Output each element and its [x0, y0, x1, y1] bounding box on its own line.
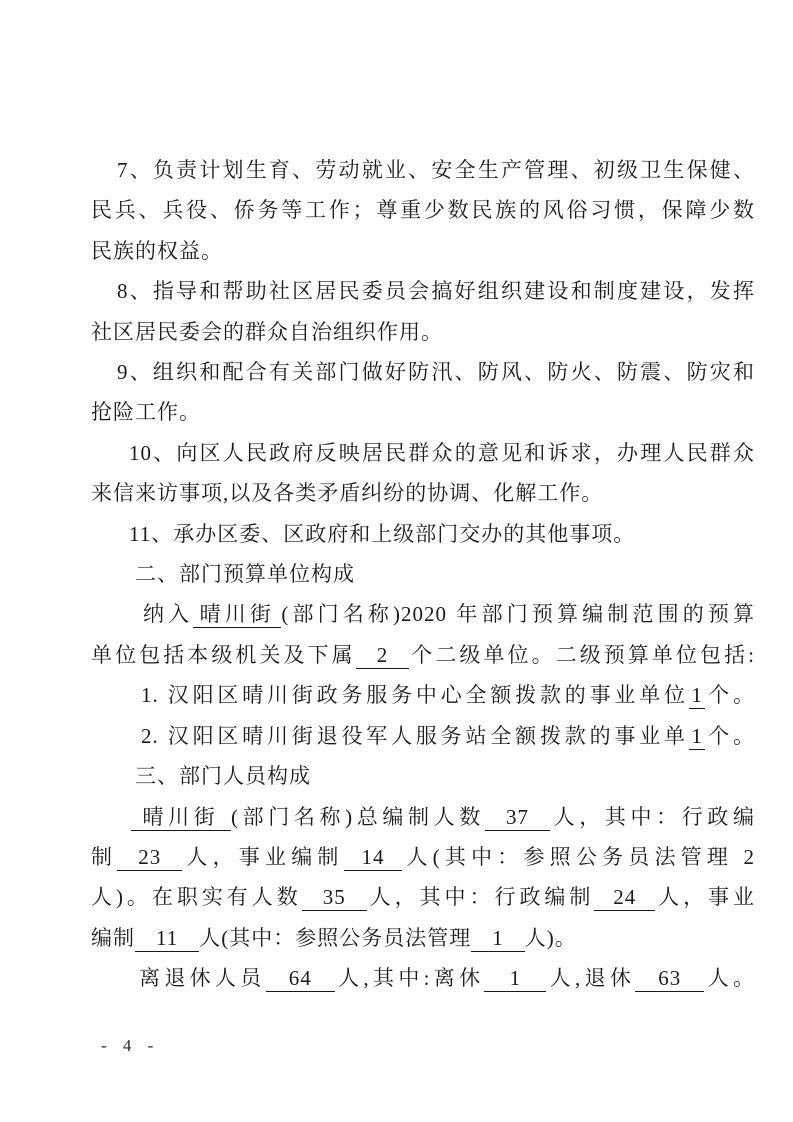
- fill-in-blank: 1: [689, 683, 706, 709]
- text-segment: (部门名称)总编制人数: [231, 804, 485, 829]
- text-line: [91, 594, 755, 634]
- text-segment: (部门名称)2020 年部门预算编制范围的预算: [281, 602, 756, 627]
- text-line: [91, 756, 755, 796]
- text-segment: 个。: [705, 683, 756, 708]
- text-segment: 纳入: [143, 602, 194, 627]
- fill-in-blank: 晴川街: [193, 602, 281, 628]
- fill-in-blank: 1: [471, 926, 525, 952]
- text-segment: 人)。: [524, 925, 577, 950]
- text-segment: 抢险工作。: [91, 400, 201, 425]
- text-segment: 编制: [91, 925, 135, 950]
- document-body: [91, 150, 755, 999]
- fill-in-blank: 64: [266, 966, 335, 992]
- text-segment: 人，事业编制: [182, 844, 344, 869]
- text-segment: 人,退休: [546, 966, 636, 991]
- text-segment: 个。: [705, 723, 756, 748]
- text-line: [91, 312, 755, 352]
- fill-in-blank: 35: [302, 885, 367, 911]
- text-segment: 三、部门人员构成: [135, 764, 311, 789]
- text-line: [91, 190, 755, 230]
- text-line: [91, 918, 755, 958]
- text-segment: 民族的权益。: [91, 238, 223, 263]
- text-line: [91, 554, 755, 594]
- text-segment: 9、组织和配合有关部门做好防汛、防风、防火、防震、防灾和: [117, 360, 755, 385]
- text-segment: 11、承办区委、区政府和上级部门交办的其他事项。: [129, 521, 636, 546]
- text-segment: 个二级单位。二级预算单位包括:: [409, 642, 755, 667]
- text-line: [91, 392, 755, 432]
- text-line: [91, 877, 755, 917]
- text-line: [91, 958, 755, 998]
- fill-in-blank: 1: [689, 724, 706, 750]
- text-line: [91, 514, 755, 554]
- fill-in-blank: 2: [356, 643, 410, 669]
- text-line: [91, 231, 755, 271]
- text-segment: 人(其中：参照公务员法管理 2: [402, 844, 755, 869]
- text-line: [91, 352, 755, 392]
- fill-in-blank: 14: [344, 845, 403, 871]
- fill-in-blank: 晴川街: [131, 805, 231, 831]
- fill-in-blank: 37: [485, 805, 550, 831]
- fill-in-blank: 1: [484, 966, 546, 992]
- text-segment: 10、向区人民政府反映居民群众的意见和诉求，办理人民群众: [129, 440, 755, 465]
- text-segment: 人，事业: [655, 885, 756, 910]
- text-segment: 2. 汉阳区晴川街退役军人服务站全额拨款的事业单: [141, 723, 689, 748]
- text-segment: 1. 汉阳区晴川街政务服务中心全额拨款的事业单位: [141, 683, 689, 708]
- text-line: [91, 433, 755, 473]
- text-line: [91, 837, 755, 877]
- text-segment: 人，其中：行政编制: [366, 885, 595, 910]
- text-line: [91, 675, 755, 715]
- text-segment: 民兵、兵役、侨务等工作；尊重少数民族的风俗习惯，保障少数: [91, 198, 755, 223]
- text-segment: 7、负责计划生育、劳动就业、安全生产管理、初级卫生保健、: [117, 158, 755, 182]
- fill-in-blank: 63: [635, 966, 704, 992]
- text-segment: 人(其中：参照公务员法管理: [199, 925, 472, 950]
- text-segment: 制: [91, 844, 118, 869]
- fill-in-blank: 11: [135, 926, 199, 952]
- text-line: [91, 271, 755, 311]
- text-segment: 单位包括本级机关及下属: [91, 642, 356, 667]
- text-segment: 来信来访事项,以及各类矛盾纠纷的协调、化解工作。: [91, 481, 604, 506]
- text-line: [91, 797, 755, 837]
- text-segment: 二、部门预算单位构成: [135, 562, 355, 587]
- text-line: [91, 635, 755, 675]
- text-line: [91, 716, 755, 756]
- text-segment: 人,其中:离休: [334, 966, 485, 991]
- text-segment: 人，其中：行政编: [549, 804, 756, 829]
- text-segment: 人)。在职实有人数: [91, 885, 302, 910]
- text-segment: 8、指导和帮助社区居民委员会搞好组织建设和制度建设，发挥: [117, 279, 755, 304]
- fill-in-blank: 23: [117, 845, 182, 871]
- text-segment: 人。: [704, 966, 756, 991]
- text-line: [91, 150, 755, 190]
- page-number: - 4 -: [101, 1036, 160, 1055]
- text-line: [91, 473, 755, 513]
- text-segment: 离退休人员: [139, 966, 266, 991]
- text-segment: 社区居民委会的群众自治组织作用。: [91, 319, 443, 344]
- fill-in-blank: 24: [594, 885, 655, 911]
